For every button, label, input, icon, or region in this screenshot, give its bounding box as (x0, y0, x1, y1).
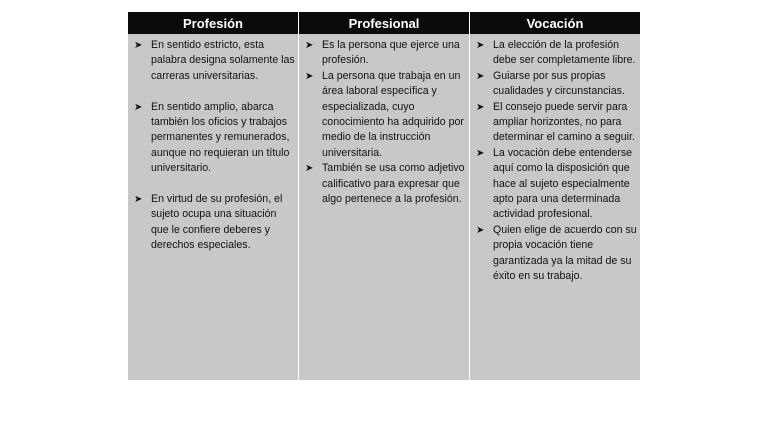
arrowhead-bullet-icon (305, 38, 322, 53)
list-item (305, 161, 466, 207)
item-text: En sentido estricto, esta palabra designa solamente las carreras universitarias. (151, 39, 295, 82)
list-item (476, 69, 637, 100)
arrowhead-bullet-icon (134, 192, 151, 207)
item-text: También se usa como adjetivo calificativo para expresar que algo pertenece a la profesión. (322, 162, 465, 206)
item-text: El consejo puede servir para ampliar horizontes, no para determinar el camino a seguir. (493, 100, 635, 144)
list-item (476, 223, 637, 285)
list-item (476, 100, 637, 146)
bullet-list (476, 38, 637, 285)
item-text: Es la persona que ejerce una profesión. (322, 39, 460, 67)
arrowhead-bullet-icon (305, 161, 322, 176)
list-item (305, 69, 466, 161)
arrowhead-bullet-icon (134, 38, 151, 53)
header-profesion: Profesión (128, 12, 298, 34)
list-item (476, 38, 637, 69)
item-text: Guiarse por sus propias cualidades y circunstancias. (493, 69, 625, 98)
column-vocacion (469, 34, 640, 380)
header-vocacion: Vocación (469, 12, 640, 34)
item-text: Quien elige de acuerdo con su propia vocación tiene garantizada ya la mitad de su éxito en su trabajo. (493, 223, 637, 283)
arrowhead-bullet-icon (476, 38, 493, 53)
comparison-table (128, 12, 640, 380)
list-item (134, 192, 295, 254)
list-item (134, 38, 295, 84)
arrowhead-bullet-icon (476, 146, 493, 161)
item-text: La persona que trabaja en un área laboral específica y especializada, cuyo conocimiento ha adquirido por medio de la instrucción universitaria. (322, 69, 464, 159)
item-text: En virtud de su profesión, el sujeto ocupa una situación que le confiere deberes y derechos especiales. (151, 193, 283, 252)
header-profesional: Profesional (298, 12, 469, 34)
bullet-list (305, 38, 466, 207)
column-profesion (128, 34, 298, 380)
arrowhead-bullet-icon (476, 100, 493, 115)
list-item (305, 38, 466, 69)
item-text: La vocación debe entenderse aquí como la disposición que hace al sujeto especialmente apto para una determinada actividad profesional. (493, 146, 633, 221)
item-text: En sentido amplio, abarca también los oficios y trabajos permanentes y remunerados, aunque no requieran un título universitario. (151, 100, 290, 175)
list-item (476, 146, 637, 223)
arrowhead-bullet-icon (134, 100, 151, 115)
bullet-list (134, 38, 295, 254)
arrowhead-bullet-icon (476, 223, 493, 238)
arrowhead-bullet-icon (476, 69, 493, 84)
item-text: La elección de la profesión debe ser completamente libre. (493, 39, 636, 67)
column-profesional (298, 34, 469, 380)
arrowhead-bullet-icon (305, 69, 322, 84)
list-item (134, 100, 295, 177)
